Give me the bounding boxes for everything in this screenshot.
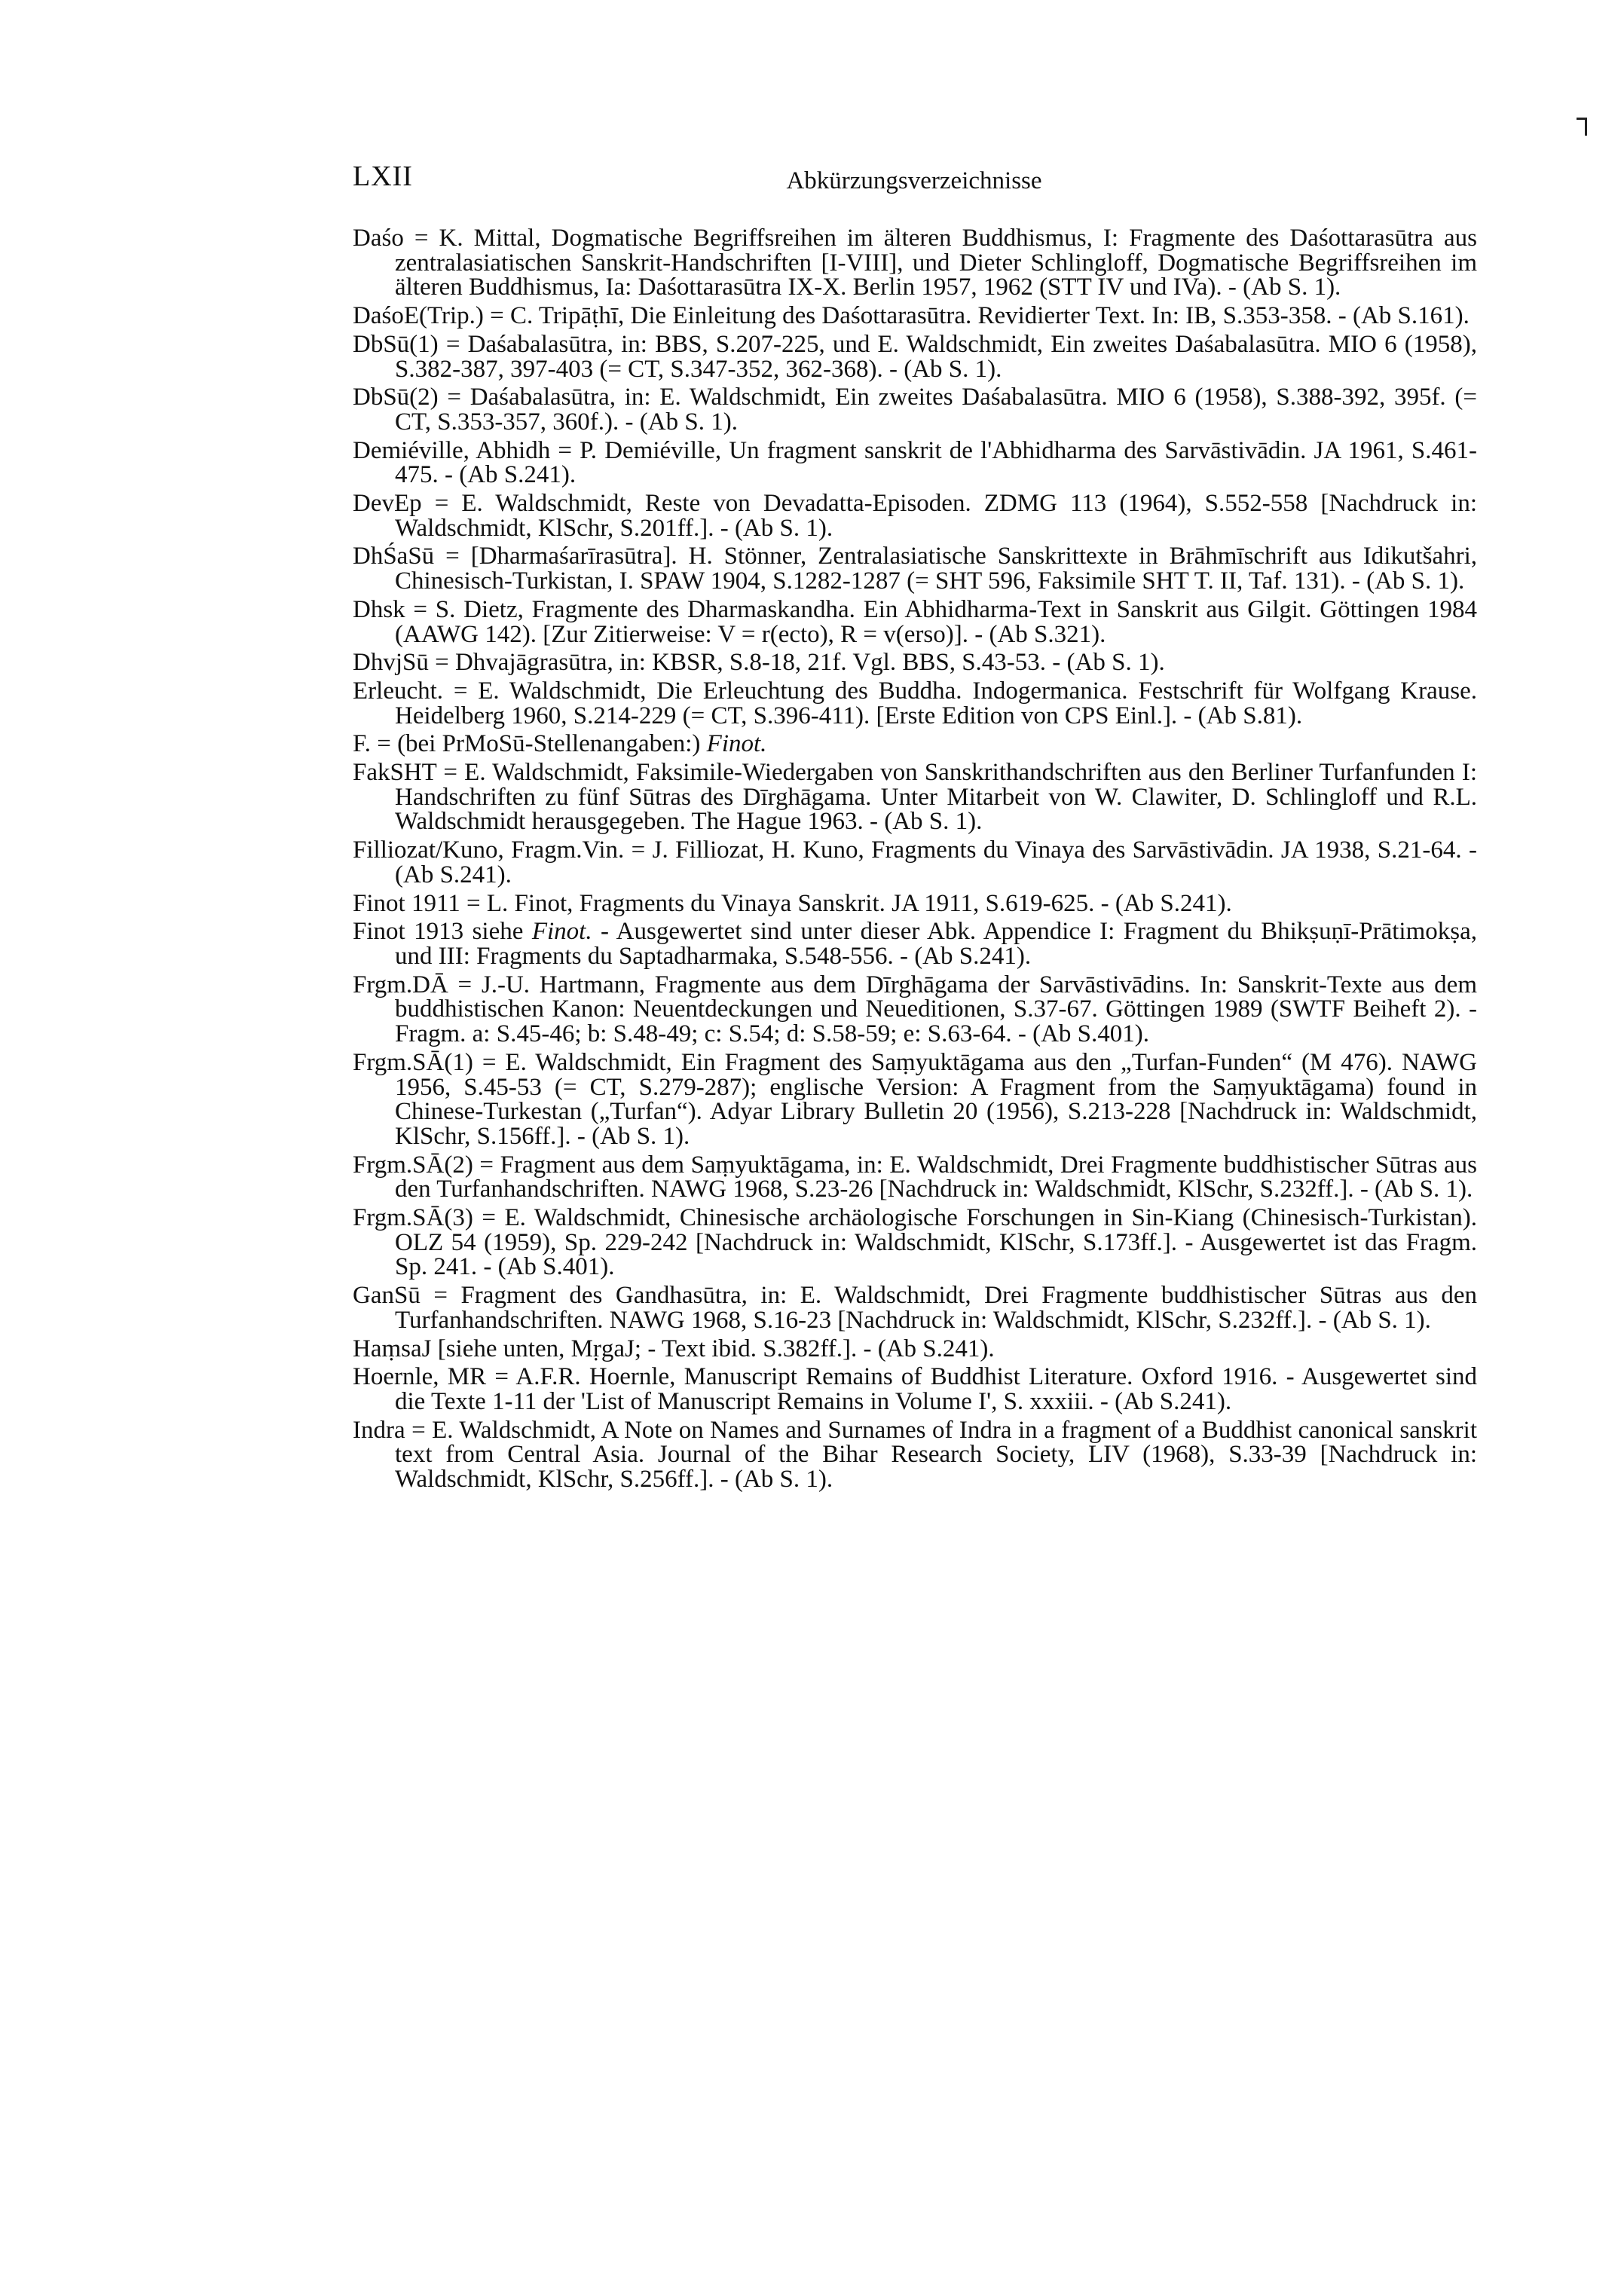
list-item bbox=[353, 332, 1477, 381]
entry-text: Frgm.DĀ = J.-U. Hartmann, Fragmente aus dem Dīrghāgama der Sarvāstivādins. In: Sanskrit-Texte aus dem buddhistischen Kanon: Neuentdeckungen und Neueditionen, S.37-67. Göttingen 1989 (SWTF Beiheft 2). - Fragm. a: S.45-46; b: S.48-49; c: S.54; d: S.58-59; e: S.63-64. - (Ab S.401). bbox=[353, 971, 1477, 1048]
entry-italic-ref: Finot. bbox=[706, 730, 767, 758]
list-item bbox=[353, 1050, 1477, 1149]
page-header bbox=[353, 160, 1476, 205]
list-item bbox=[353, 1418, 1477, 1492]
list-item bbox=[353, 973, 1477, 1047]
list-item bbox=[353, 436, 1477, 489]
entry-text: Hoernle, MR = A.F.R. Hoernle, Manuscript Remains of Buddhist Literature. Oxford 1916. - Ausgewertet sind die Texte 1-11 der 'List of Manuscript Remains in Volume I', S. xxxiii. - (Ab S.241). bbox=[353, 1363, 1477, 1415]
list-item bbox=[353, 760, 1477, 834]
entry-text: Frgm.SĀ(1) = E. Waldschmidt, Ein Fragment des Saṃyuktāgama aus den „Turfan-Funden“ (M 476). NAWG 1956, S.45-53 (= CT, S.279-287); englische Version: A Fragment from the Saṃyuktāgama) found in Chinese-Turkestan („Turfan“). Adyar Library Bulletin 20 (1956), S.213-228 [Nachdruck in: Waldschmidt, KlSchr, S.156ff.]. - (Ab S. 1). bbox=[353, 1048, 1477, 1150]
entry-text: FakSHT = E. Waldschmidt, Faksimile-Wiedergaben von Sanskrithandschriften aus den Berliner Turfanfunden I: Handschriften zu fünf Sūtras des Dīrghāgama. Unter Mitarbeit von W. Clawiter, D. Schlingloff und R.L. Waldschmidt herausgegeben. The Hague 1963. - (Ab S. 1). bbox=[353, 759, 1477, 836]
list-item bbox=[353, 491, 1477, 540]
entry-text: Daśo = K. Mittal, Dogmatische Begriffsreihen im älteren Buddhismus, I: Fragmente des Daśottarasūtra aus zentralasiatischen Sanskrit-Handschriften [I-VIII], und Dieter Schlingloff, Dogmatische Begriffsreihen im älteren Buddhismus, Ia: Daśottarasūtra IX-X. Berlin 1957, 1962 (STT IV und IVa). - (Ab S. 1). bbox=[353, 225, 1477, 301]
running-title: Abkürzungsverzeichnisse bbox=[786, 167, 1042, 194]
entry-text: Frgm.SĀ(2) = Fragment aus dem Saṃyuktāgama, in: E. Waldschmidt, Drei Fragmente buddhistischer Sūtras aus den Turfanhandschriften. NAWG 1968, S.23-26 [Nachdruck in: Waldschmidt, KlSchr, S.232ff.]. - (Ab S. 1). bbox=[353, 1151, 1477, 1203]
entry-text: Finot 1911 = L. Finot, Fragments du Vinaya Sanskrit. JA 1911, S.619-625. - (Ab S.241). bbox=[353, 889, 1232, 917]
list-item bbox=[353, 226, 1477, 300]
entry-italic-ref: Finot. bbox=[531, 918, 592, 946]
list-item bbox=[353, 544, 1477, 593]
list-item bbox=[353, 595, 1477, 648]
entry-text-continued: - Ausgewertet sind unter dieser Abk. Appendice I: Fragment du Bhikṣuṇī-Prātimokṣa, und III: Fragments du Saptadharmaka, S.548-556. - (Ab S.241). bbox=[395, 918, 1477, 970]
entry-text: DhvjSū = Dhvajāgrasūtra, in: KBSR, S.8-18, 21f. Vgl. BBS, S.43-53. - (Ab S. 1). bbox=[353, 649, 1165, 677]
entry-text: HaṃsaJ [siehe unten, MṛgaJ; - Text ibid. S.382ff.]. - (Ab S.241). bbox=[353, 1335, 995, 1362]
entry-text: Filliozat/Kuno, Fragm.Vin. = J. Filliozat, H. Kuno, Fragments du Vinaya des Sarvāstivādin. JA 1938, S.21-64. - (Ab S.241). bbox=[353, 836, 1477, 888]
list-item bbox=[353, 732, 1477, 757]
list-item bbox=[353, 1153, 1477, 1202]
list-item bbox=[353, 385, 1477, 434]
entry-text: DhŚaSū = [Dharmaśarīrasūtra]. H. Stönner, Zentralasiatische Sanskrittexte in Brāhmīschrift aus Idikutšahri, Chinesisch-Turkistan, I. SPAW 1904, S.1282-1287 (= SHT 596, Faksimile SHT T. II, Taf. 131). - (Ab S. 1). bbox=[353, 543, 1477, 595]
entry-text: Finot 1913 siehe bbox=[353, 918, 524, 946]
list-item bbox=[353, 919, 1477, 968]
entry-text: Demiéville, Abhidh = P. Demiéville, Un fragment sanskrit de l'Abhidharma des Sarvāstivādin. JA 1961, S.461-475. - (Ab S.241). bbox=[353, 436, 1477, 489]
entry-text: DbSū(1) = Daśabalasūtra, in: BBS, S.207-225, und E. Waldschmidt, Ein zweites Daśabalasūtra. MIO 6 (1958), S.382-387, 397-403 (= CT, S.347-352, 362-368). - (Ab S. 1). bbox=[353, 330, 1477, 383]
list-item bbox=[353, 891, 1477, 916]
corner-mark bbox=[1577, 118, 1587, 136]
list-item bbox=[353, 838, 1477, 887]
entry-text: F. = (bei PrMoSū-Stellenangaben:) bbox=[353, 730, 701, 758]
list-item bbox=[353, 1365, 1477, 1414]
list-item bbox=[353, 1337, 1477, 1362]
list-item bbox=[353, 1283, 1477, 1332]
entry-text: DaśoE(Trip.) = C. Tripāṭhī, Die Einleitung des Daśottarasūtra. Revidierter Text. In: IB, S.353-358. - (Ab S.161). bbox=[353, 302, 1470, 330]
page-number: LXII bbox=[353, 161, 413, 192]
entry-text: Dhsk = S. Dietz, Fragmente des Dharmaskandha. Ein Abhidharma-Text in Sanskrit aus Gilgit. Göttingen 1984 (AAWG 142). [Zur Zitierweise: V = r(ecto), R = v(erso)]. - (Ab S.321). bbox=[353, 595, 1477, 648]
entry-text: GanSū = Fragment des Gandhasūtra, in: E. Waldschmidt, Drei Fragmente buddhistischer Sūtras aus den Turfanhandschriften. NAWG 1968, S.16-23 [Nachdruck in: Waldschmidt, KlSchr, S.232ff.]. - (Ab S. 1). bbox=[353, 1282, 1477, 1334]
list-item bbox=[353, 1206, 1477, 1280]
entry-text: Frgm.SĀ(3) = E. Waldschmidt, Chinesische archäologische Forschungen in Sin-Kiang (Chinesisch-Turkistan). OLZ 54 (1959), Sp. 229-242 [Nachdruck in: Waldschmidt, KlSchr, S.173ff.]. - Ausgewertet ist das Fragm. Sp. 241. - (Ab S.401). bbox=[353, 1204, 1477, 1281]
abbreviation-list bbox=[353, 226, 1477, 1496]
entry-text: Erleucht. = E. Waldschmidt, Die Erleuchtung des Buddha. Indogermanica. Festschrift für Wolfgang Krause. Heidelberg 1960, S.214-229 (= CT, S.396-411). [Erste Edition von CPS Einl.]. - (Ab S.81). bbox=[353, 677, 1477, 729]
entry-text: DbSū(2) = Daśabalasūtra, in: E. Waldschmidt, Ein zweites Daśabalasūtra. MIO 6 (1958), S.388-392, 395f. (= CT, S.353-357, 360f.). - (Ab S. 1). bbox=[353, 384, 1477, 436]
list-item bbox=[353, 304, 1477, 329]
list-item bbox=[353, 650, 1477, 675]
list-item bbox=[353, 679, 1477, 728]
entry-text: DevEp = E. Waldschmidt, Reste von Devadatta-Episoden. ZDMG 113 (1964), S.552-558 [Nachdruck in: Waldschmidt, KlSchr, S.201ff.]. - (Ab S. 1). bbox=[353, 490, 1477, 542]
entry-text: Indra = E. Waldschmidt, A Note on Names and Surnames of Indra in a fragment of a Buddhist canonical sanskrit text from Central Asia. Journal of the Bihar Research Society, LIV (1968), S.33-39 [Nachdruck in: Waldschmidt, KlSchr, S.256ff.]. - (Ab S. 1). bbox=[353, 1416, 1477, 1494]
